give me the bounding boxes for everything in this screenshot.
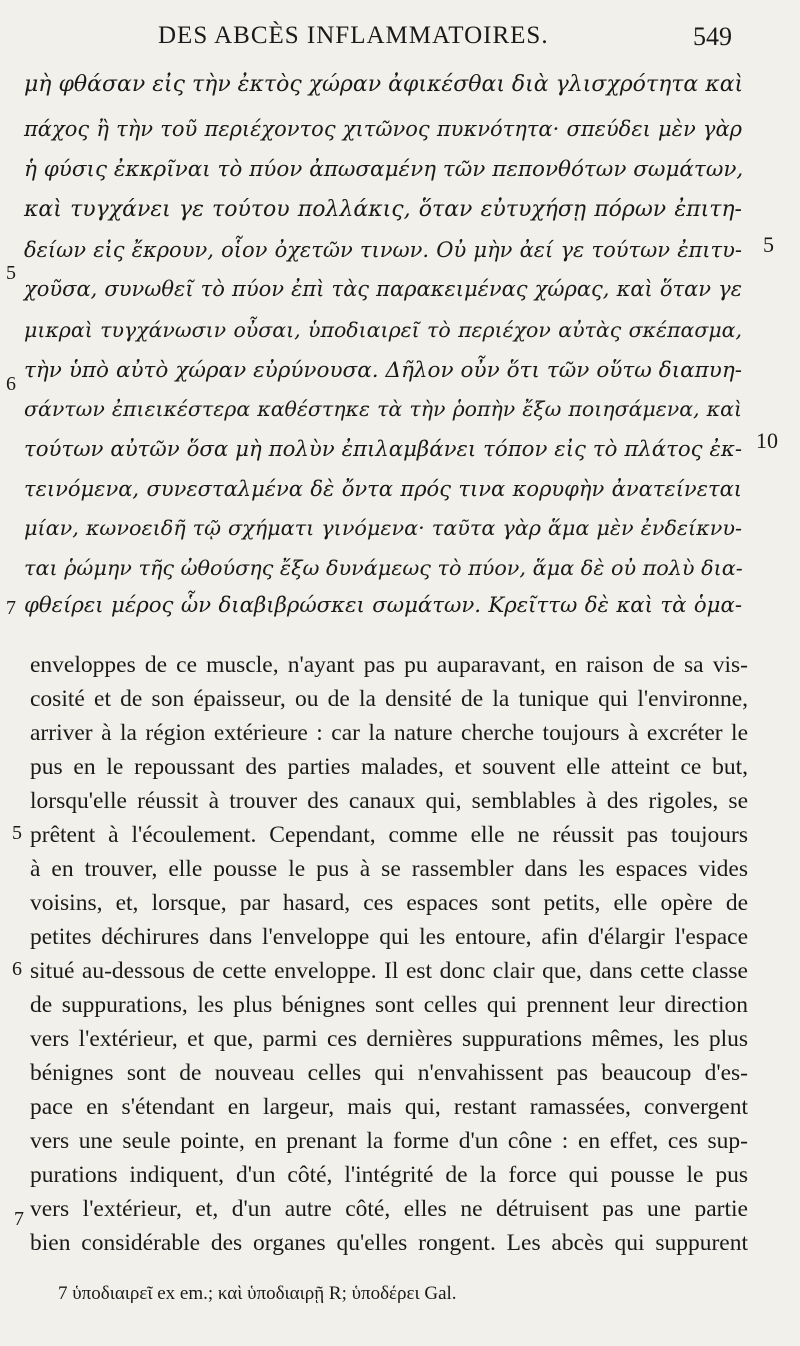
- greek-line: ἡ φύσις ἐκκρῖναι τὸ πύον ἀπωσαμένη τῶν πεπονθότων σωμάτων,: [24, 157, 744, 182]
- greek-line: δείων εἰς ἔκρουν, οἷον ὀχετῶν τινων. Οὐ μὴν ἀεί γε τούτων ἐπιτυ-: [24, 238, 742, 262]
- french-line: voisins, et, lorsque, par hasard, ces espaces sont petits, elle opère de: [30, 890, 748, 916]
- greek-line: μίαν, κωνοειδῆ τῷ σχήματι γινόμενα· ταῦτα γὰρ ἅμα μὲν ἐνδείκνυ-: [24, 516, 742, 540]
- greek-line: πάχος ἢ τὴν τοῦ περιέχοντος χιτῶνος πυκνότητα· σπεύδει μὲν γὰρ: [24, 117, 742, 141]
- french-line: vers l'extérieur, et, d'un autre côté, elles ne détruisent pas une partie: [30, 1196, 748, 1222]
- french-line: prêtent à l'écoulement. Cependant, comme elle ne réussit pas toujours: [30, 822, 748, 848]
- running-header: [0, 22, 800, 58]
- french-line: à en trouver, elle pousse le pus à se rassembler dans les espaces vides: [30, 856, 748, 882]
- greek-line: μικραὶ τυγχάνωσιν οὖσαι, ὑποδιαιρεῖ τὸ περιέχον αὐτὰς σκέπασμα,: [24, 318, 742, 342]
- french-line: de suppurations, les plus bénignes sont celles qui prennent leur direction: [30, 992, 748, 1018]
- greek-margin-number: 6: [6, 373, 16, 395]
- french-line: bien considérable des organes qu'elles rongent. Les abcès qui suppurent: [30, 1230, 748, 1256]
- french-line: pus en le repoussant des parties malades, et souvent elle atteint ce but,: [30, 754, 748, 780]
- french-margin-number: 7: [14, 1208, 24, 1230]
- french-line: arriver à la région extérieure : car la nature cherche toujours à excréter le: [30, 720, 748, 746]
- french-line: purations indiquent, d'un côté, l'intégrité de la force qui pousse le pus: [30, 1162, 748, 1188]
- greek-line-number: 5: [763, 232, 774, 257]
- french-margin-number: 5: [12, 822, 22, 844]
- header-title: DES ABCÈS INFLAMMATOIRES.: [158, 22, 549, 49]
- greek-line: καὶ τυγχάνει γε τούτου πολλάκις, ὅταν εὐτυχήσῃ πόρων ἐπιτη-: [24, 197, 742, 222]
- greek-line: χοῦσα, συνωθεῖ τὸ πύον ἐπὶ τὰς παρακειμένας χώρας, καὶ ὅταν γε: [24, 277, 742, 301]
- greek-margin-number: 7: [6, 597, 16, 619]
- french-line: situé au-dessous de cette enveloppe. Il est donc clair que, dans cette classe: [30, 958, 748, 984]
- greek-line: τεινόμενα, συνεσταλμένα δὲ ὄντα πρός τινα κορυφὴν ἀνατείνεται: [24, 477, 742, 501]
- greek-line: σάντων ἐπιεικέστερα καθέστηκε τὰ τὴν ῥοπὴν ἔξω ποιησάμενα, καὶ: [24, 397, 742, 421]
- french-line: bénignes sont de nouveau celles qui n'envahissent pas beaucoup d'es-: [30, 1060, 748, 1086]
- greek-line: μὴ φθάσαν εἰς τὴν ἐκτὸς χώραν ἀφικέσθαι διὰ γλισχρότητα καὶ: [24, 72, 744, 97]
- greek-line: τὴν ὑπὸ αὐτὸ χώραν εὐρύνουσα. Δῆλον οὖν ὅτι τῶν οὕτω διαπυη-: [24, 358, 742, 383]
- greek-margin-number: 5: [6, 262, 16, 284]
- french-line: cosité et de son épaisseur, ou de la densité de la tunique qui l'environne,: [30, 686, 748, 712]
- french-margin-number: 6: [12, 958, 22, 980]
- french-line: pace en s'étendant en largeur, mais qui, restant ramassées, convergent: [30, 1094, 748, 1120]
- footnote: 7 ὑποδιαιρεῖ ex em.; καὶ ὑποδιαιρῇ R; ὑποδέρει Gal.: [58, 1283, 457, 1304]
- page-number: 549: [693, 22, 732, 51]
- greek-line: τούτων αὐτῶν ὅσα μὴ πολὺν ἐπιλαμβάνει τόπον εἰς τὸ πλάτος ἐκ-: [24, 437, 742, 462]
- french-line: vers une seule pointe, en prenant la forme d'un cône : en effet, ces sup-: [30, 1128, 748, 1154]
- french-line: petites déchirures dans l'enveloppe qui les entoure, afin d'élargir l'espace: [30, 924, 748, 950]
- french-line: enveloppes de ce muscle, n'ayant pas pu auparavant, en raison de sa vis-: [30, 652, 748, 678]
- greek-line: φθείρει μέρος ὧν διαβιβρώσκει σωμάτων. Κρεῖττω δὲ καὶ τὰ ὁμα-: [24, 593, 742, 618]
- greek-line: ται ῥώμην τῆς ὠθούσης ἔξω δυνάμεως τὸ πύον, ἅμα δὲ οὐ πολὺ δια-: [24, 556, 743, 580]
- french-line: lorsqu'elle réussit à trouver des canaux qui, semblables à des rigoles, se: [30, 788, 748, 814]
- french-line: vers l'extérieur, et que, parmi ces dernières suppurations mêmes, les plus: [30, 1026, 748, 1052]
- greek-line-number: 10: [756, 428, 778, 453]
